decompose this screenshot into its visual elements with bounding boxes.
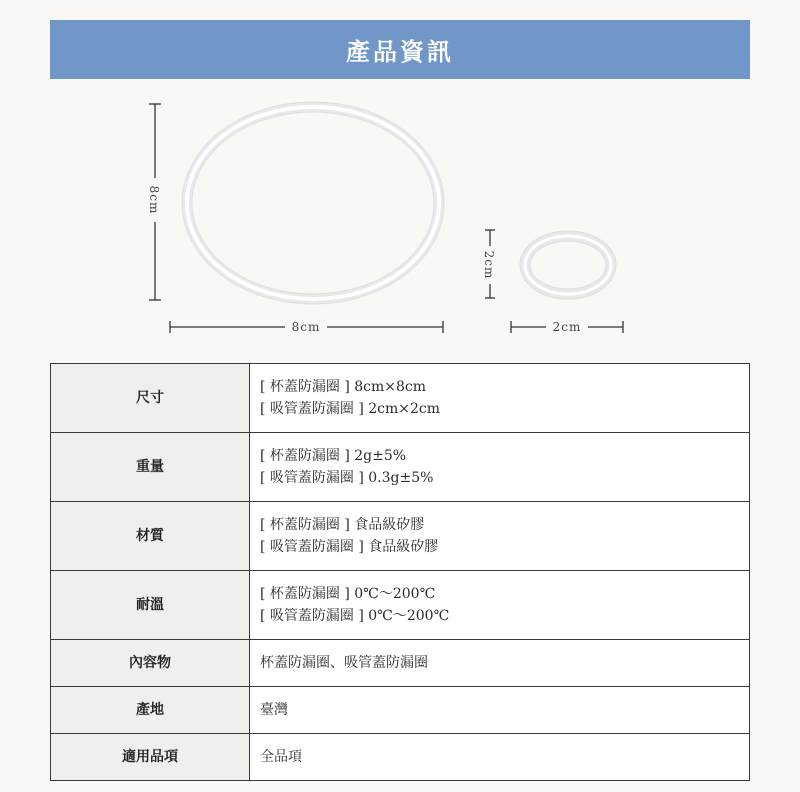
spec-value	[250, 364, 750, 433]
spec-label: 適用品項	[51, 734, 250, 781]
spec-value	[250, 502, 750, 571]
large-width-dimension	[170, 320, 443, 334]
large-height-dimension	[147, 104, 161, 300]
spec-value	[250, 433, 750, 502]
spec-value-line: [ 吸管蓋防漏圈 ] 0.3g±5%	[260, 470, 434, 486]
small-width-label: 2cm	[552, 320, 582, 334]
spec-value-line: 全品項	[260, 749, 302, 765]
spec-value-line: [ 杯蓋防漏圈 ] 2g±5%	[260, 448, 407, 464]
spec-value-line: [ 吸管蓋防漏圈 ] 0℃～200℃	[260, 608, 450, 624]
spec-value-line: [ 杯蓋防漏圈 ] 食品級矽膠	[260, 517, 425, 533]
spec-value-line: [ 杯蓋防漏圈 ] 8cm×8cm	[260, 379, 427, 395]
product-dimension-diagram	[0, 0, 800, 360]
spec-row-temperature	[51, 571, 750, 640]
spec-label: 內容物	[51, 640, 250, 687]
spec-label: 尺寸	[51, 364, 250, 433]
spec-table	[50, 363, 750, 781]
spec-value	[250, 687, 750, 734]
small-width-dimension	[511, 320, 623, 334]
spec-row-origin	[51, 687, 750, 734]
spec-label: 材質	[51, 502, 250, 571]
spec-label: 產地	[51, 687, 250, 734]
spec-value-line: [ 吸管蓋防漏圈 ] 2cm×2cm	[260, 401, 441, 417]
spec-row-size	[51, 364, 750, 433]
spec-value-line: [ 杯蓋防漏圈 ] 0℃～200℃	[260, 586, 436, 602]
spec-label: 耐溫	[51, 571, 250, 640]
small-ring-image	[520, 231, 616, 299]
spec-value	[250, 571, 750, 640]
section-title: 產品資訊	[346, 37, 454, 66]
spec-row-weight	[51, 433, 750, 502]
large-width-label: 8cm	[291, 320, 321, 334]
spec-value	[250, 734, 750, 781]
spec-row-contents	[51, 640, 750, 687]
large-ring-image	[182, 102, 444, 304]
spec-value	[250, 640, 750, 687]
spec-value-line: 臺灣	[260, 702, 288, 718]
large-height-label: 8cm	[147, 185, 161, 215]
spec-label: 重量	[51, 433, 250, 502]
spec-row-material	[51, 502, 750, 571]
small-height-label: 2cm	[482, 250, 496, 280]
spec-value-line: [ 吸管蓋防漏圈 ] 食品級矽膠	[260, 539, 439, 555]
small-height-dimension	[482, 230, 496, 298]
spec-value-line: 杯蓋防漏圈、吸管蓋防漏圈	[260, 655, 428, 671]
spec-row-applicable-items	[51, 734, 750, 781]
